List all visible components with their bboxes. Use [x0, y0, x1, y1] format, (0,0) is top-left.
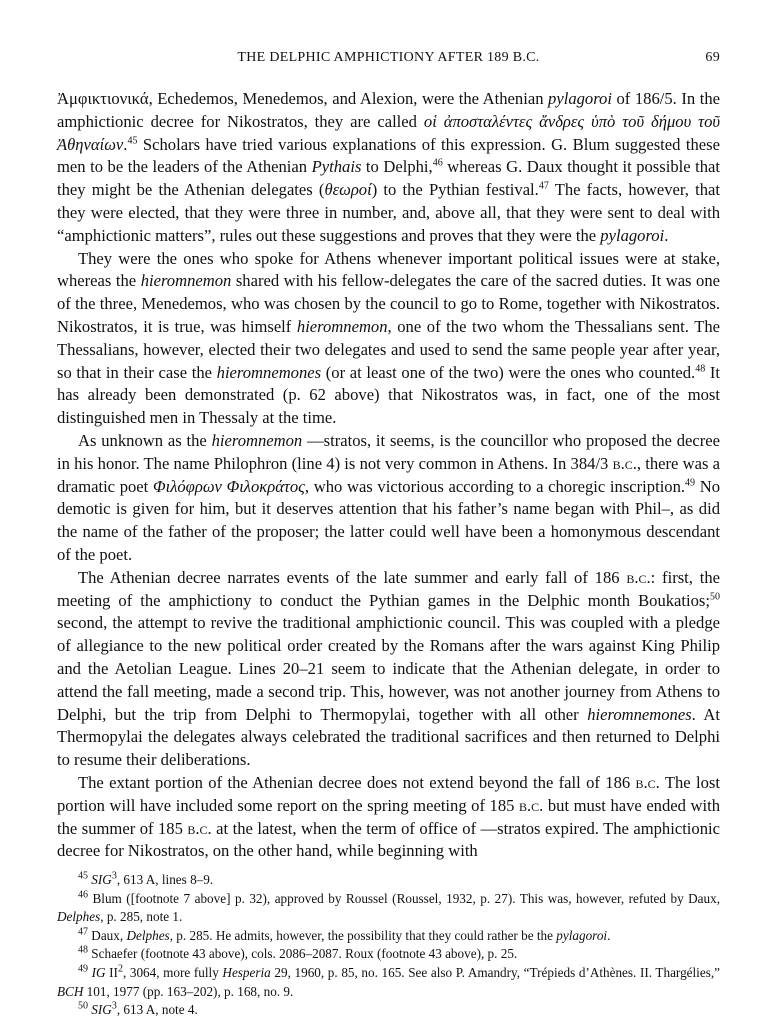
paragraph-2: They were the ones who spoke for Athens whenever important political issues were at stake, whereas the hieromnemon shared with his fellow-delegates the care of the sacred duties. It was one of the three, Menedemos, who was chosen by the council to go to Rome, together with Nikostratos. Nikostratos, it is true, was himself hieromnemon, one of the two whom the Thessalians sent. The Thessalians, however, elected their two delegates and used to send the same people year after year, so that in their case the hieromnemones (or at least one of the two) were the ones who counted.$^{48}$ It has already been demonstrated (p. 62 above) that Nikostratos was, in fact, one of the most distinguished men in Thessaly at the time.: [57, 248, 720, 428]
paragraph-3: As unknown as the hieromnemon ‒‒stratos, it seems, is the councillor who proposed the decree in his honor. The name Philophron (line 4) is not very common in Athens. In 384/3 b.c., there was a dramatic poet Φιλόφρων Φιλοκράτος, who was victorious according to a choregic inscription.$^{49}$ No demotic is given for him, but it deserves attention that his father’s name began with Phil‒, as did the name of the father of the proposer; the latter could well have been a homonymous descendant of the poet.: [57, 430, 720, 564]
footnote-45: $^{45}$ SIG$^3$, 613 A, lines 8–9.: [78, 870, 214, 888]
footnote-ref: 50: [710, 591, 720, 602]
footnote-47: $^{47}$ Daux, Delphes, p. 285. He admits, however, the possibility that they could rather be the pylagoroi.: [78, 926, 611, 943]
footnote-ref: 45: [127, 135, 138, 147]
running-header: [57, 50, 720, 72]
footnote-ref: 49: [685, 477, 696, 489]
running-title: THE DELPHIC AMPHICTIONY AFTER 189 B.C.: [237, 50, 540, 65]
footnote-48: $^{48}$ Schaefer (footnote 43 above), cols. 2086–2087. Roux (footnote 43 above), p. 25.: [78, 945, 518, 962]
footnote-49: $^{49}$ IG $II^2$, 3064, more fully Hesperia 29, 1960, p. 85, no. 165. See also P. Amandry, “Trépieds d’Athènes. II. Thargélies,” BCH 101, 1977 (pp. 163–202), p. 168, no. 9.: [57, 963, 720, 999]
paragraph-5: The extant portion of the Athenian decree does not extend beyond the fall of 186 b.c. The lost portion will have included some report on the spring meeting of 185 b.c. but must have ended with the summer of 185 b.c. at the latest, when the term of office of ‒‒stratos expired. The amphictionic decree for Nikostratos, on the other hand, while beginning with: [57, 772, 720, 861]
page-number: 69: [705, 50, 720, 65]
main-text: [57, 88, 720, 863]
paragraph-4: The Athenian decree narrates events of the late summer and early fall of 186 b.c.: first, the meeting of the amphictiony to conduct the Pythian games in the Delphic month Boukatios;$^{50}$ second, the attempt to revive the traditional amphictionic council. This was coupled with a pledge of allegiance to the new political order created by the Romans after the wars against King Philip and the Aetolian League. Lines 20–21 seem to indicate that the Athenian delegate, in order to attend the fall meeting, made a second trip. This, however, was not another journey from Athens to Delphi, but the trip from Delphi to Thermopylai, together with all other hieromnemones. At Thermopylai the delegates always celebrated the traditional sacrifices and then returned to Delphi to resume their deliberations.: [57, 567, 720, 770]
footnote-50: $^{50}$ SIG$^3$, 613 A, note 4.: [78, 1000, 198, 1018]
footnote-ref: 48: [695, 363, 706, 375]
footnote-ref: 47: [538, 180, 549, 192]
footnotes: [57, 871, 720, 1020]
page: [57, 50, 720, 1020]
paragraph-1: Ἀμφικτιονικά, Echedemos, Menedemos, and Alexion, were the Athenian pylagoroi of 186/5. In the amphictionic decree for Nikostratos, they are called οἱ ἀποσταλέντες ἄνδρες ὑπὸ τοῦ δήμου τοῦ Ἀθηναίων.$^{45}$ Scholars have tried various explanations of this expression. G. Blum suggested these men to be the leaders of the Athenian Pythais to Delphi,$^{46}$ whereas G. Daux thought it possible that they might be the Athenian delegates (θεωροί) to the Pythian festival.$^{47}$ The facts, however, that they were elected, that they were three in number, and, above all, that they were sent to deal with “amphictionic matters”, rules out these suggestions and proves that they were the pylagoroi.: [57, 89, 721, 245]
footnote-46: $^{46}$ Blum ([footnote 7 above] p. 32), approved by Roussel (Roussel, 1932, p. 27). This was, however, refuted by Daux, Delphes, p. 285, note 1.: [57, 889, 721, 925]
footnote-ref: 46: [432, 157, 443, 169]
